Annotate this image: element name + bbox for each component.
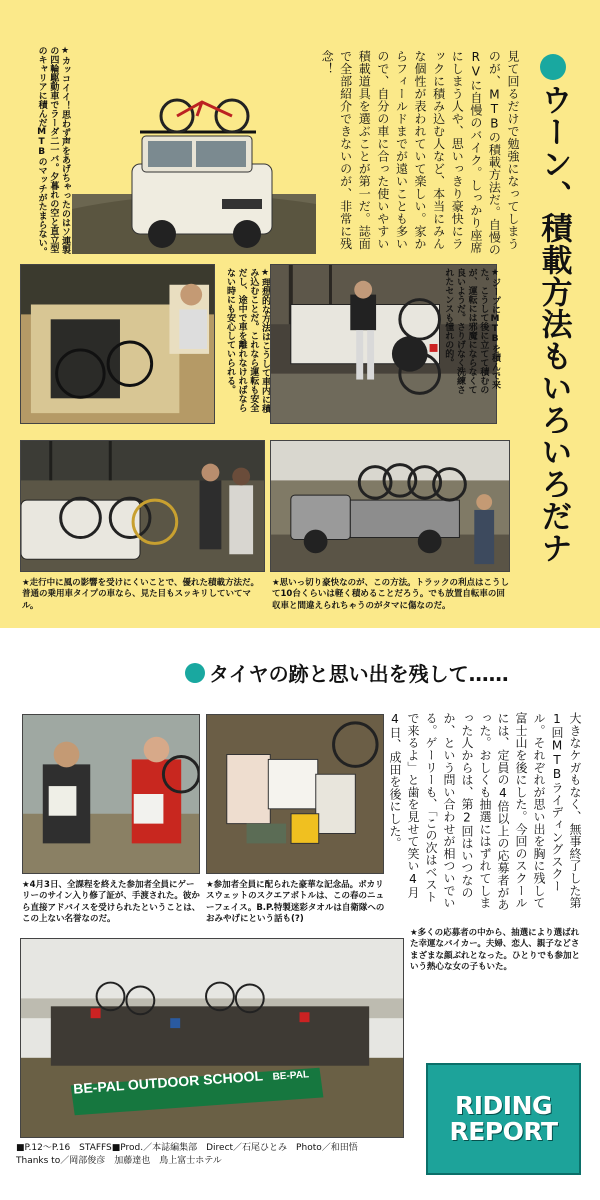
truck-caption: ★思いっ切り豪快なのが、この方法。トラックの利点はこうして10台くらいは軽く積めることだろう。でも放置自転車の回収車と間違えられちゃうのがタマに傷なのだ。 (272, 578, 509, 611)
section1-intro: 見て回るだけで勉強になってしまうのが、MTBの積載方法だ。自慢のRVに自慢のバイク。しっかり座席にしまう人や、思いっきり豪快にラックに積み込む人など、本当にみんな個性が表われていて楽しい。家からフィールドまでが遠いことも多いので、自分の車に合った使いやすい積載道具を選ぶことが第一だ。誌面で全部紹介できないのが、非常に残念！ (320, 50, 520, 256)
sedan-rack-photo (20, 440, 265, 572)
niva-photo (72, 44, 316, 254)
credits-line: ■P.12〜P.16 STAFFS■Prod.／本誌編集部 Direct／石尾ひとみ Photo／和田悟 (16, 1143, 358, 1153)
riding-report-badge: RIDING REPORT (426, 1063, 581, 1175)
jeep-caption: ★ジープにMTBを積んで来た。こうして後に立てて積むのが、運転には邪魔にならなくて良いようだ。さりげなく洗練されたセンスも憧れの的。 (443, 268, 500, 394)
certificate-caption: ★4月3日、全課程を終えた参加者全員にゲーリーのサイン入り修了証が、手渡された。彼から直接アドバイスを受けられたということは、この上ない名誉なのだ。 (22, 880, 201, 925)
certificate-photo (22, 714, 200, 874)
goods-caption: ★参加者全員に配られた豪華な記念品。ボカリスウェットのスクエアボトルは、この春のニューフェイス。B.P.特製迷彩タオルは自衛隊へのおみやげにという話も(?) (206, 880, 385, 925)
credits-line: Thanks to／岡部俊彦 加藤達也 鳥上富士ホテル (16, 1155, 222, 1166)
section2-body: 大きなケガもなく、無事終了した第1回MTBライディングスクール。それぞれが思い出を胸に残して富士山を後にした。今回のスクールには、定員の4倍以上の応募者があった。おしくも抽選にはずれてしまった人からは、第2回はいつなのか、という問い合わせが相ついでいる。ゲーリーも、「この次はベストで来るよ」と歯を見せて笑い4月4日、成田を後にした。 (388, 712, 582, 911)
inside-car-photo (20, 264, 215, 424)
section1-heading: ウーン、積載方法もいろいろだナ (528, 54, 578, 614)
heading-bullet-icon (185, 663, 205, 683)
banner-text: BE-PAL OUTDOOR SCHOOL BE-PAL (72, 1067, 310, 1097)
heading-bullet-icon (540, 54, 566, 80)
section2-heading: タイヤの跡と思い出を残して…… (185, 658, 585, 686)
inside-car-caption: ★理想的な方法はこうして車内に積み込むことだ。これなら運転も安全だし、途中で車を離れなければならない時にも安心していられる。 (224, 268, 270, 413)
niva-caption: ★カッコイイ！思わず声をあげちゃったのはソ連製の四輪駆動車でラーダ二一バ。夕暮れの空と直立型のキャリアに積んだMTBのマッチがたまらない。 (36, 46, 70, 256)
sedan-rack-caption: ★走行中に風の影響を受けにくいことで、優れた積載方法だ。普通の乗用車タイプの車なら、見た目もスッキリしていてマル。 (22, 578, 259, 611)
goods-photo (206, 714, 384, 874)
group-photo (20, 938, 404, 1138)
truck-photo (270, 440, 510, 572)
group-caption: ★多くの応募者の中から、抽選により選ばれた幸運なバイカー。夫婦、恋人、親子などさまざまな顔ぶれとなった。ひとりでも参加という熱心な女の子もいた。 (410, 928, 581, 973)
credits (16, 1142, 416, 1167)
